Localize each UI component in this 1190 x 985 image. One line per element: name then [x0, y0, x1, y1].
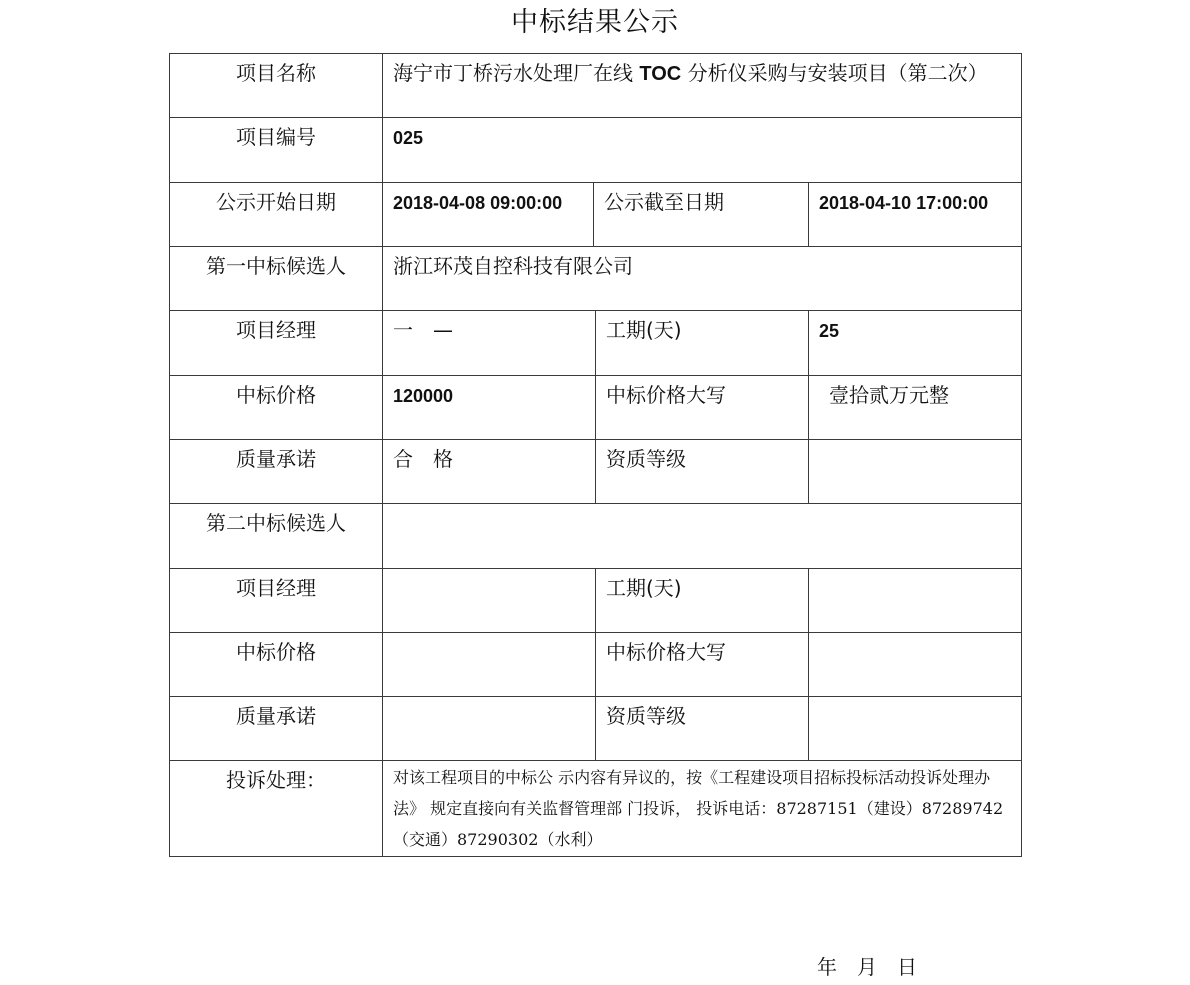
second-candidate-name — [383, 504, 1022, 568]
row-second-price — [170, 632, 1022, 696]
page-title: 中标结果公示 — [511, 7, 679, 38]
first-price-words-value: 壹拾贰万元整 — [809, 375, 1022, 439]
second-manager-label: 项目经理 — [170, 568, 383, 632]
award-result-table — [169, 53, 1022, 857]
first-manager-label: 项目经理 — [170, 311, 383, 375]
row-first-quality — [170, 439, 1022, 503]
row-project-name — [170, 54, 1022, 118]
first-price-label: 中标价格 — [170, 375, 383, 439]
first-price-value: 120000 — [383, 375, 596, 439]
first-qualification-label: 资质等级 — [596, 439, 809, 503]
second-quality-label: 质量承诺 — [170, 697, 383, 761]
project-no-label: 项目编号 — [170, 118, 383, 182]
row-complaint — [170, 761, 1022, 857]
row-second-manager — [170, 568, 1022, 632]
row-publish-dates — [170, 182, 1022, 246]
second-price-words-label: 中标价格大写 — [596, 632, 809, 696]
signature-date-line: 年 月 日 — [817, 955, 917, 979]
first-duration-value: 25 — [809, 311, 1022, 375]
second-candidate-label: 第二中标候选人 — [170, 504, 383, 568]
second-price-words-value — [809, 632, 1022, 696]
project-name-part1: 海宁市丁桥污水处理厂在线 — [393, 61, 640, 85]
row-second-candidate — [170, 504, 1022, 568]
first-candidate-label: 第一中标候选人 — [170, 246, 383, 310]
first-qualification-value — [809, 439, 1022, 503]
project-no-value: 025 — [383, 118, 1022, 182]
row-second-quality — [170, 697, 1022, 761]
second-price-value — [383, 632, 596, 696]
project-name-label: 项目名称 — [170, 54, 383, 118]
second-quality-value — [383, 697, 596, 761]
first-candidate-name: 浙江环茂自控科技有限公司 — [383, 246, 1022, 310]
first-price-words-label: 中标价格大写 — [596, 375, 809, 439]
second-manager-value — [383, 568, 596, 632]
first-quality-label: 质量承诺 — [170, 439, 383, 503]
complaint-label: 投诉处理： — [170, 761, 383, 857]
project-name-part3: 分析仪采购与安装项目（第二次） — [681, 61, 988, 85]
second-price-label: 中标价格 — [170, 632, 383, 696]
complaint-text: 对该工程项目的中标公 示内容有异议的，按《工程建设项目招标投标活动投诉处理办法》 规定直接向有关监督管理部 门投诉， 投诉电话：87287151（建设）87289742（交通）87290302（水利） — [383, 761, 1022, 857]
project-name-part2: TOC — [639, 63, 682, 85]
second-duration-label: 工期(天) — [596, 568, 809, 632]
publish-start-value: 2018-04-08 09:00:00 — [383, 182, 594, 246]
first-manager-value: 一 — — [383, 311, 596, 375]
publish-end-value: 2018-04-10 17:00:00 — [809, 182, 1022, 246]
second-qualification-label: 资质等级 — [596, 697, 809, 761]
row-project-no — [170, 118, 1022, 182]
row-first-price — [170, 375, 1022, 439]
row-first-manager — [170, 311, 1022, 375]
publish-start-label: 公示开始日期 — [170, 182, 383, 246]
first-quality-value: 合 格 — [383, 439, 596, 503]
publish-end-label: 公示截至日期 — [594, 182, 809, 246]
row-first-candidate — [170, 246, 1022, 310]
second-qualification-value — [809, 697, 1022, 761]
project-name-value — [383, 54, 1022, 118]
second-duration-value — [809, 568, 1022, 632]
first-duration-label: 工期(天) — [596, 311, 809, 375]
